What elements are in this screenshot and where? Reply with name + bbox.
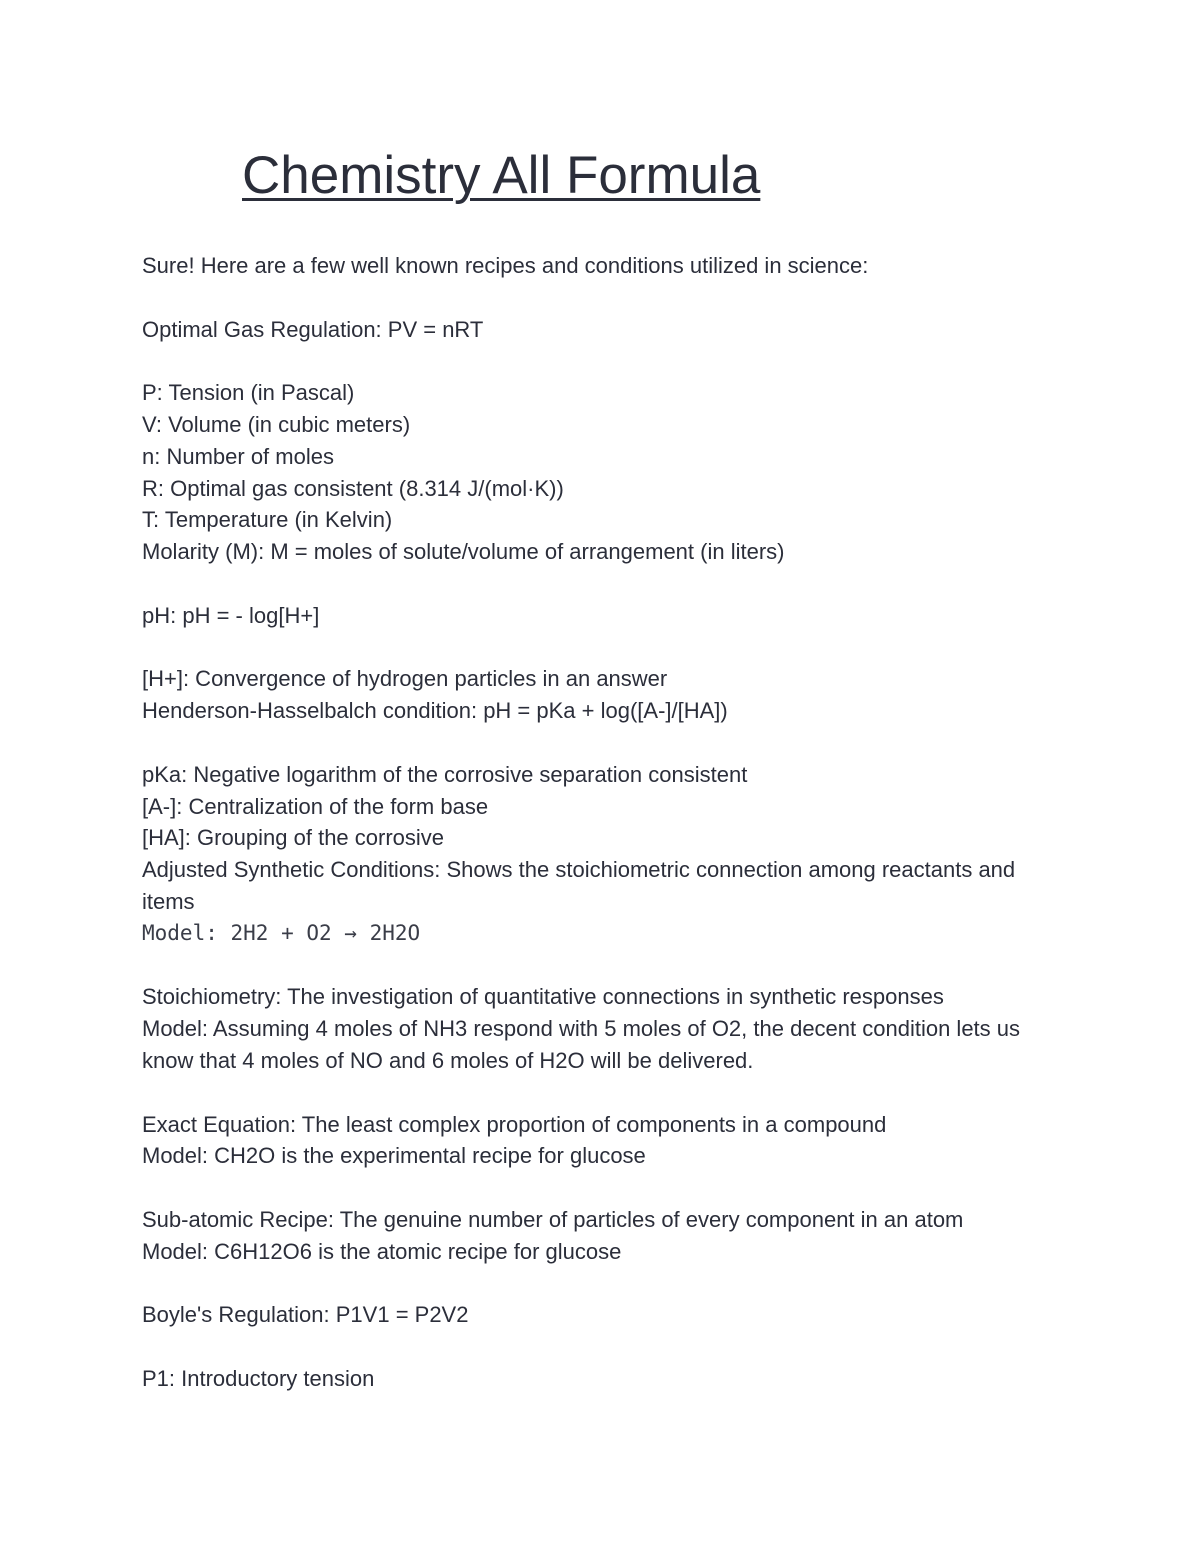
blank-line bbox=[142, 727, 1072, 759]
document-body bbox=[142, 250, 1072, 1395]
page-title: Chemistry All Formula bbox=[242, 146, 761, 205]
molecular-formula-example: Model: C6H12O6 is the atomic recipe for glucose bbox=[142, 1238, 622, 1264]
blank-line bbox=[142, 282, 1072, 314]
blank-line bbox=[142, 345, 1072, 377]
empirical-formula-example: Model: CH2O is the experimental recipe for glucose bbox=[142, 1143, 646, 1169]
blank-line bbox=[142, 950, 1072, 982]
stoichiometry-example: Model: Assuming 4 moles of NH3 respond with 5 moles of O2, the decent condition lets us know that 4 moles of NO and 6 moles of H2O will be delivered. bbox=[142, 1016, 1021, 1073]
ph-line: pH: pH = - log[H+] bbox=[142, 602, 320, 628]
blank-line bbox=[142, 1172, 1072, 1204]
balanced-equation-example: Model: 2H2 + O2 → 2H2O bbox=[142, 920, 421, 945]
definition-line: n: Number of moles bbox=[142, 443, 334, 469]
molecular-formula-line: Sub-atomic Recipe: The genuine number of particles of every component in an atom bbox=[142, 1206, 964, 1232]
blank-line bbox=[142, 1331, 1072, 1363]
definition-line: T: Temperature (in Kelvin) bbox=[142, 507, 393, 533]
definition-line: [H+]: Convergence of hydrogen particles in an answer bbox=[142, 666, 668, 692]
empirical-formula-line: Exact Equation: The least complex proportion of components in a compound bbox=[142, 1111, 887, 1137]
boyles-law-line: Boyle's Regulation: P1V1 = P2V2 bbox=[142, 1302, 469, 1328]
definition-line: pKa: Negative logarithm of the corrosive separation consistent bbox=[142, 761, 748, 787]
molarity-line: Molarity (M): M = moles of solute/volume of arrangement (in liters) bbox=[142, 539, 785, 565]
henderson-hasselbalch-line: Henderson-Hasselbalch condition: pH = pKa + log([A-]/[HA]) bbox=[142, 698, 728, 724]
definition-line: [HA]: Grouping of the corrosive bbox=[142, 825, 445, 851]
blank-line bbox=[142, 632, 1072, 664]
definition-line: P: Tension (in Pascal) bbox=[142, 380, 355, 406]
blank-line bbox=[142, 1268, 1072, 1300]
ideal-gas-law-line: Optimal Gas Regulation: PV = nRT bbox=[142, 316, 484, 342]
blank-line bbox=[142, 1077, 1072, 1109]
definition-line: [A-]: Centralization of the form base bbox=[142, 793, 489, 819]
stoichiometry-line: Stoichiometry: The investigation of quantitative connections in synthetic responses bbox=[142, 984, 944, 1010]
definition-line: P1: Introductory tension bbox=[142, 1365, 375, 1391]
definition-line: R: Optimal gas consistent (8.314 J/(mol·K)) bbox=[142, 475, 564, 501]
definition-line: V: Volume (in cubic meters) bbox=[142, 411, 411, 437]
intro-line: Sure! Here are a few well known recipes and conditions utilized in science: bbox=[142, 253, 869, 278]
blank-line bbox=[142, 568, 1072, 600]
balanced-equations-line: Adjusted Synthetic Conditions: Shows the stoichiometric connection among reactants and items bbox=[142, 857, 1016, 914]
